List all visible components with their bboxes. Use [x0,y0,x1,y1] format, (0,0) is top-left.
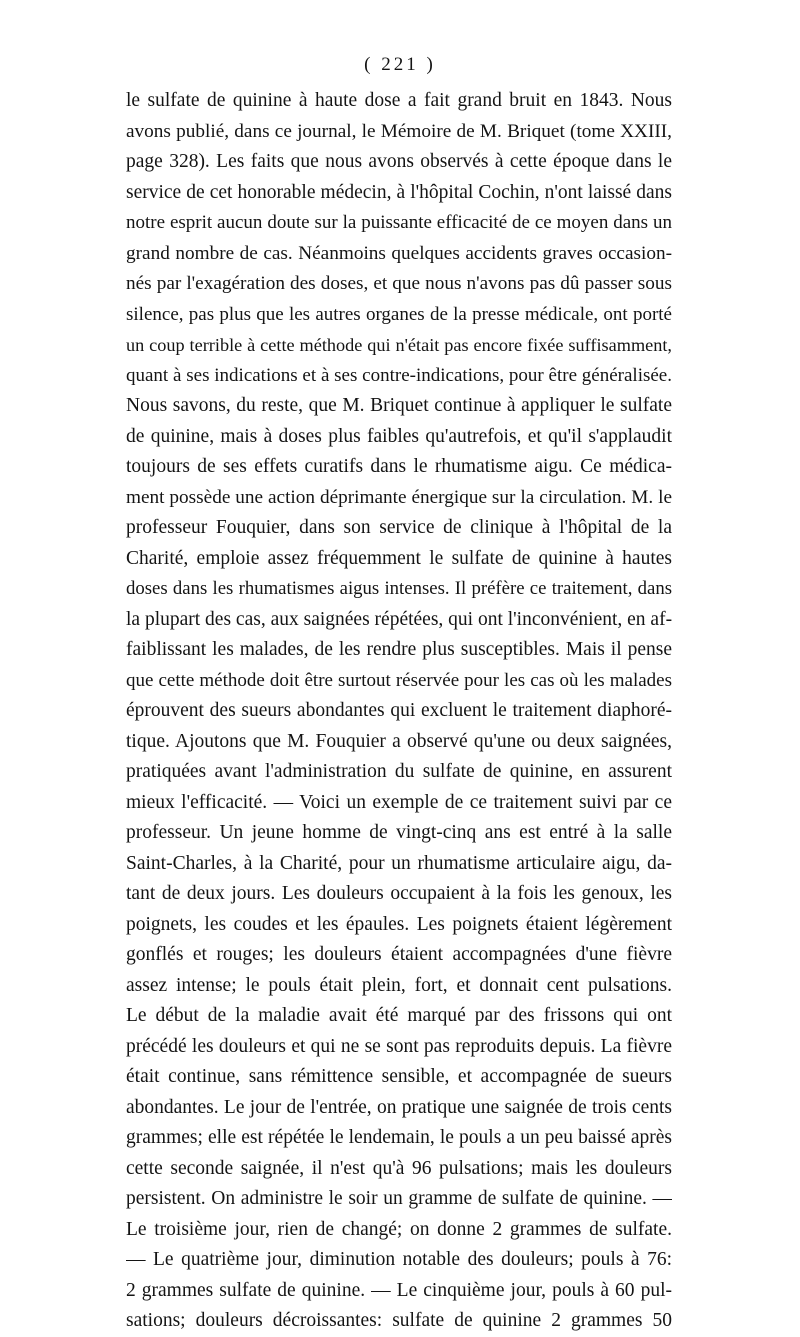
text-line: notre esprit aucun doute sur la puissante efficacité de ce moyen dans un [126,212,672,233]
text-line: tique. Ajoutons que M. Fouquier a observé qu'une ou deux saignées, [126,730,672,752]
text-line: doses dans les rhumatismes aigus intenses. Il préfère ce traitement, dans [126,578,672,599]
text-line: pratiquées avant l'administration du sulfate de quinine, en assurent [126,761,672,782]
text-line: précédé les douleurs et qui ne se sont pas reproduits depuis. La fièvre [126,1035,672,1057]
text-line: nés par l'exagération des doses, et que nous n'avons pas dû passer sous [126,273,672,294]
text-line: que cette méthode doit être surtout réservée pour les cas où les malades [126,669,672,691]
text-line: quant à ses indications et à ses contre-indications, pour être généralisée. [126,364,672,386]
text-line: silence, pas plus que les autres organes de la presse médicale, ont porté [126,303,672,325]
text-line: tant de deux jours. Les douleurs occupaient à la fois les genoux, les [126,883,672,904]
text-line: — Le quatrième jour, diminution notable des douleurs; pouls à 76: [126,1249,672,1270]
text-line: gonflés et rouges; les douleurs étaient accompagnées d'une fièvre [126,944,672,965]
text-line: Saint-Charles, à la Charité, pour un rhumatisme articulaire aigu, da- [126,852,672,874]
text-line: toujours de ses effets curatifs dans le rhumatisme aigu. Ce médica- [126,456,672,477]
text-line: avons publié, dans ce journal, le Mémoire de M. Briquet (tome XXIII, [126,120,672,142]
text-line: Nous savons, du reste, que M. Briquet continue à appliquer le sulfate [126,395,672,416]
text-line: assez intense; le pouls était plein, fort, et donnait cent pulsations. [126,974,672,996]
text-line: poignets, les coudes et les épaules. Les poignets étaient légèrement [126,913,672,935]
text-line: mieux l'efficacité. — Voici un exemple de ce traitement suivi par ce [126,791,672,813]
text-line: grammes; elle est répétée le lendemain, le pouls a un peu baissé après [126,1127,672,1148]
text-line: professeur. Un jeune homme de vingt-cinq ans est entré à la salle [126,822,672,843]
body-text [126,86,672,1337]
text-line: page 328). Les faits que nous avons observés à cette époque dans le [126,151,672,172]
text-line: Le début de la maladie avait été marqué par des frissons qui ont [126,1005,672,1026]
text-line: sations; douleurs décroissantes: sulfate de quinine 2 grammes 50 [126,1310,672,1331]
text-line: persistent. On administre le soir un gramme de sulfate de quinine. — [126,1188,672,1209]
text-line: grand nombre de cas. Néanmoins quelques accidents graves occasion- [126,242,672,264]
text-line: la plupart des cas, aux saignées répétées, qui ont l'inconvénient, en af- [126,608,672,630]
page-number: ( 221 ) [364,54,436,75]
text-line: 2 grammes sulfate de quinine. — Le cinquième jour, pouls à 60 pul- [126,1279,672,1301]
text-line: Charité, emploie assez fréquemment le sulfate de quinine à hautes [126,547,672,569]
text-line: le sulfate de quinine à haute dose a fait grand bruit en 1843. Nous [126,90,672,111]
text-line: un coup terrible à cette méthode qui n'était pas encore fixée suffisamment, [126,335,672,355]
text-line: Le troisième jour, rien de changé; on donne 2 grammes de sulfate. [126,1218,672,1240]
text-line: faiblissant les malades, de les rendre plus susceptibles. Mais il pense [126,639,672,660]
text-line: cette seconde saignée, il n'est qu'à 96 pulsations; mais les douleurs [126,1157,672,1179]
text-line: éprouvent des sueurs abondantes qui excluent le traitement diaphoré- [126,700,672,721]
text-line: abondantes. Le jour de l'entrée, on pratique une saignée de trois cents [126,1096,672,1118]
text-line: ment possède une action déprimante énergique sur la circulation. M. le [126,486,672,508]
text-line: de quinine, mais à doses plus faibles qu'autrefois, et qu'il s'applaudit [126,425,672,447]
text-line: était continue, sans rémittence sensible, et accompagnée de sueurs [126,1066,672,1087]
text-line: service de cet honorable médecin, à l'hôpital Cochin, n'ont laissé dans [126,181,672,203]
text-line: professeur Fouquier, dans son service de clinique à l'hôpital de la [126,517,672,538]
